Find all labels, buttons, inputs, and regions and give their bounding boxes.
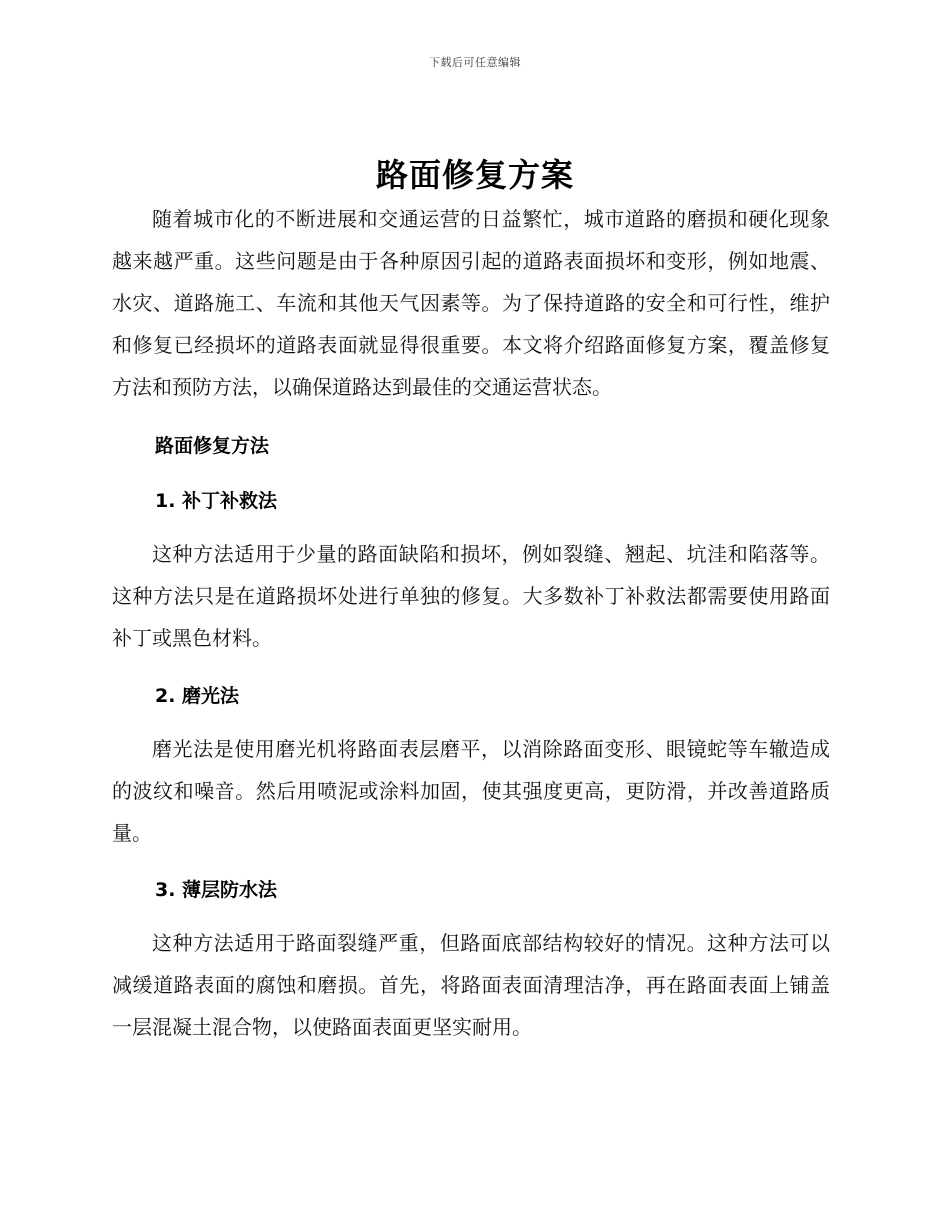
method-3-paragraph: 这种方法适用于路面裂缝严重，但路面底部结构较好的情况。这种方法可以减缓道路表面的腐蚀和磨损。首先，将路面表面清理洁净，再在路面表面上铺盖一层混凝土混合物，以使路面表面更坚实耐用。	[112, 931, 830, 1039]
method-3-heading: 3. 薄层防水法	[155, 879, 278, 901]
document-title: 路面修复方案	[375, 156, 574, 194]
method-2-paragraph: 磨光法是使用磨光机将路面表层磨平，以消除路面变形、眼镜蛇等车辙造成的波纹和噪音。然后用喷泥或涂料加固，使其强度更高，更防滑，并改善道路质量。	[112, 737, 830, 845]
section-heading: 路面修复方法	[155, 435, 270, 457]
method-1-heading: 1. 补丁补救法	[155, 490, 278, 512]
method-1-paragraph: 这种方法适用于少量的路面缺陷和损坏，例如裂缝、翘起、坑洼和陷落等。这种方法只是在道路损坏处进行单独的修复。大多数补丁补救法都需要使用路面补丁或黑色材料。	[112, 542, 830, 650]
method-2-heading: 2. 磨光法	[155, 685, 240, 707]
intro-paragraph: 随着城市化的不断进展和交通运营的日益繁忙，城市道路的磨损和硬化现象越来越严重。这些问题是由于各种原因引起的道路表面损坏和变形，例如地震、水灾、道路施工、车流和其他天气因素等。为了保持道路的安全和可行性，维护和修复已经损坏的道路表面就显得很重要。本文将介绍路面修复方案，覆盖修复方法和预防方法，以确保道路达到最佳的交通运营状态。	[112, 207, 830, 399]
header-note: 下载后可任意编辑	[429, 56, 521, 69]
